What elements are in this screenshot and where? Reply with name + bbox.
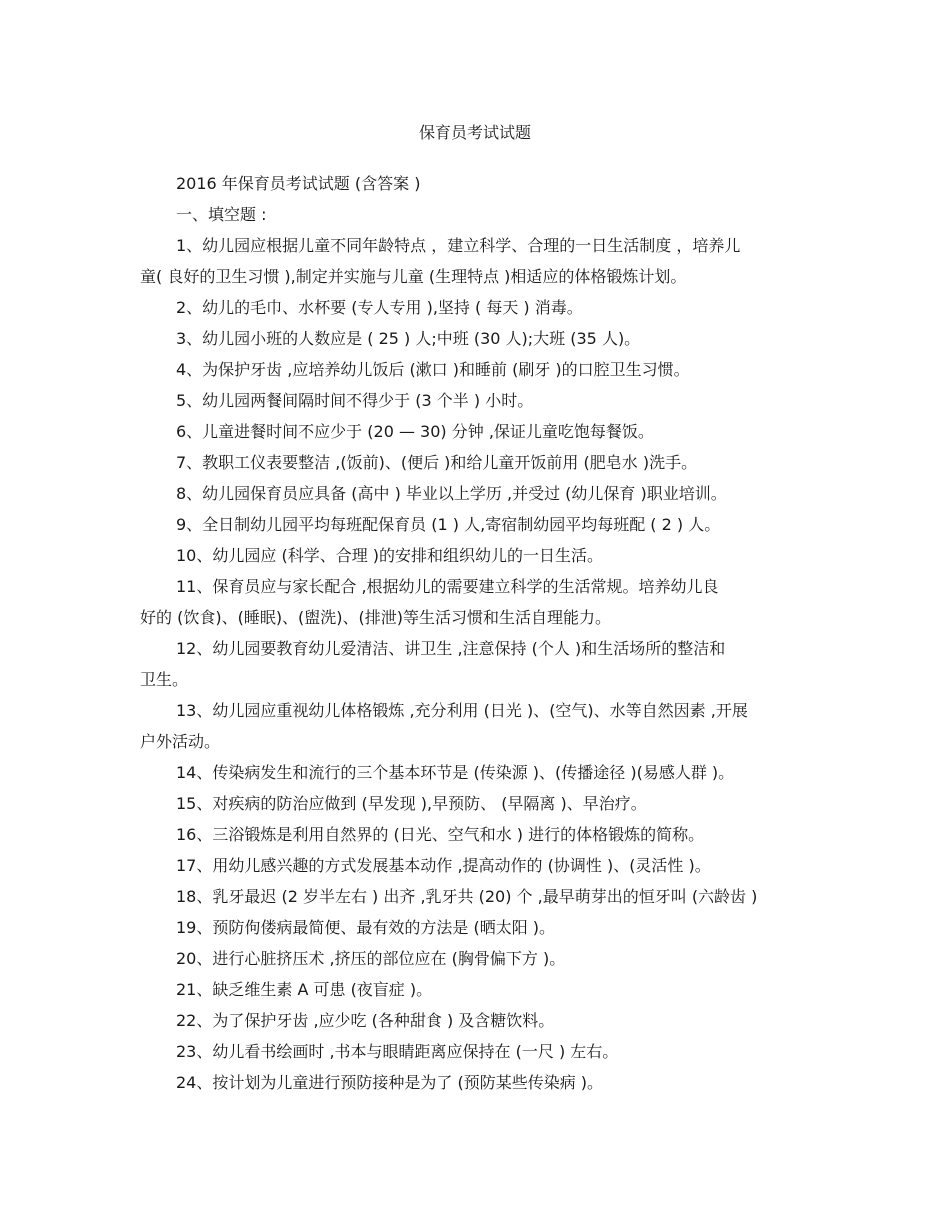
question-line: 5、幼儿园两餐间隔时间不得少于 (3 个半 ) 小时。: [176, 391, 534, 410]
question-line: 15、对疾病的防治应做到 (早发现 ),早预防、 (早隔离 )、早治疗。: [176, 794, 647, 813]
question-line: 2、幼儿的毛巾、水杯要 (专人专用 ),坚持 ( 每天 ) 消毒。: [176, 298, 583, 317]
question-line: 12、幼儿园要教育幼儿爱清洁、讲卫生 ,注意保持 (个人 )和生活场所的整洁和: [176, 639, 726, 658]
question-line: 3、幼儿园小班的人数应是 ( 25 ) 人;中班 (30 人);大班 (35 人)。: [176, 329, 641, 348]
question-line: 童( 良好的卫生习惯 ),制定并实施与儿童 (生理特点 )相适应的体格锻炼计划。: [140, 267, 687, 286]
question-line: 7、教职工仪表要整洁 ,(饭前)、(便后 )和给儿童开饭前用 (肥皂水 )洗手。: [176, 453, 698, 472]
question-line: 好的 (饮食)、(睡眠)、(盥洗)、(排泄)等生活习惯和生活自理能力。: [140, 608, 612, 627]
question-line: 23、幼儿看书绘画时 ,书本与眼睛距离应保持在 (一尺 ) 左右。: [176, 1042, 619, 1061]
document-title: 保育员考试试题: [418, 123, 531, 142]
question-line: 17、用幼儿感兴趣的方式发展基本动作 ,提高动作的 (协调性 )、(灵活性 )。: [176, 856, 711, 875]
question-line: 24、按计划为儿童进行预防接种是为了 (预防某些传染病 )。: [176, 1073, 604, 1092]
document-subtitle: 2016 年保育员考试试题 (含答案 ): [176, 174, 421, 193]
question-line: 6、儿童进餐时间不应少于 (20 — 30) 分钟 ,保证儿童吃饱每餐饭。: [176, 422, 654, 441]
question-line: 4、为保护牙齿 ,应培养幼儿饭后 (漱口 )和睡前 (刷牙 )的口腔卫生习惯。: [176, 360, 690, 379]
section-heading: 一、填空题 :: [176, 205, 267, 224]
question-line: 14、传染病发生和流行的三个基本环节是 (传染源 )、(传播途径 )(易感人群 )。: [176, 763, 735, 782]
question-line: 18、乳牙最迟 (2 岁半左右 ) 出齐 ,乳牙共 (20) 个 ,最早萌芽出的恒牙叫 (六龄齿 ): [176, 887, 758, 906]
document-body: [140, 168, 820, 1098]
question-line: 13、幼儿园应重视幼儿体格锻炼 ,充分利用 (日光 )、(空气)、水等自然因素 ,开展: [176, 701, 748, 720]
question-list: [140, 230, 820, 1098]
question-line: 22、为了保护牙齿 ,应少吃 (各种甜食 ) 及含糖饮料。: [176, 1011, 555, 1030]
question-line: 20、进行心脏挤压术 ,挤压的部位应在 (胸骨偏下方 )。: [176, 949, 566, 968]
question-line: 1、幼儿园应根据儿童不同年龄特点 ，建立科学、合理的一日生活制度 ，培养儿: [176, 236, 741, 255]
question-line: 11、保育员应与家长配合 ,根据幼儿的需要建立科学的生活常规。培养幼儿良: [176, 577, 719, 596]
question-line: 8、幼儿园保育员应具备 (高中 ) 毕业以上学历 ,并受过 (幼儿保育 )职业培训。: [176, 484, 727, 503]
question-line: 16、三浴锻炼是利用自然界的 (日光、空气和水 ) 进行的体格锻炼的简称。: [176, 825, 705, 844]
question-line: 户外活动。: [140, 732, 221, 751]
question-line: 9、全日制幼儿园平均每班配保育员 (1 ) 人,寄宿制幼园平均每班配 ( 2 ) 人。: [176, 515, 721, 534]
question-line: 10、幼儿园应 (科学、合理 )的安排和组织幼儿的一日生活。: [176, 546, 604, 565]
question-line: 19、预防佝偻病最简便、最有效的方法是 (晒太阳 )。: [176, 918, 556, 937]
question-line: 卫生。: [140, 670, 189, 689]
question-line: 21、缺乏维生素 A 可患 (夜盲症 )。: [176, 980, 433, 999]
